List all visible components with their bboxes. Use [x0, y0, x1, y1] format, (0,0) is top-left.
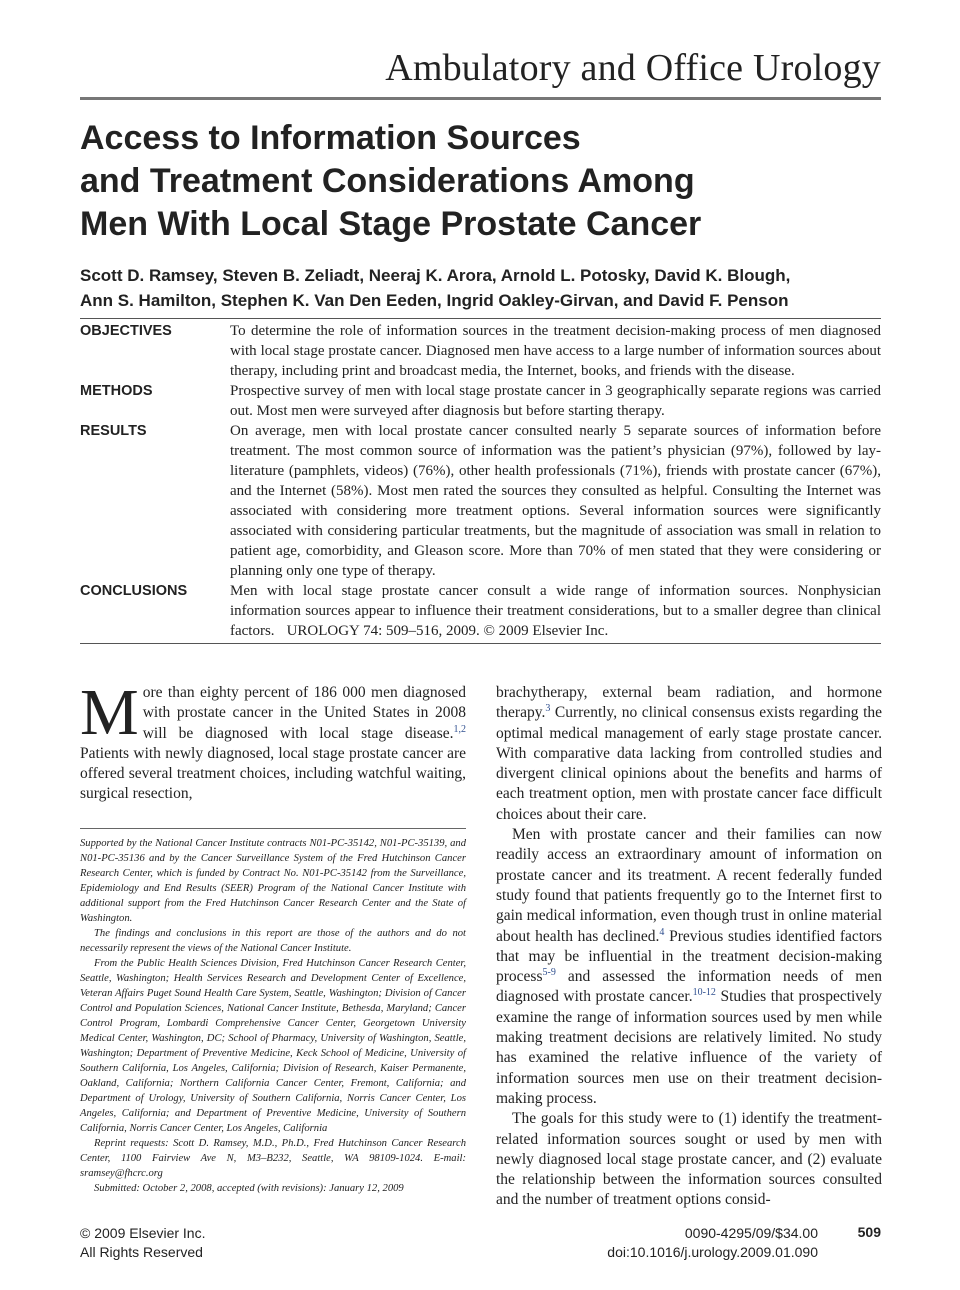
p2-text-a: Men with prostate cancer and their families can now readily access an extraordinary amount of information on prostate cancer and its treatment. A recent federally funded study found that patients frequently go to the Internet first to gain medical information, even though trust in online material about health has declined.	[496, 826, 882, 945]
methods-text: Prospective survey of men with local stage prostate cancer in 3 geographically separate regions was carried out. Most men were surveyed after diagnosis but before starting therapy.	[230, 383, 881, 419]
abstract-conclusions	[80, 581, 881, 641]
footnote-reprint: Reprint requests: Scott D. Ramsey, M.D., Ph.D., Fred Hutchinson Cancer Research Center, 1100 Fairview Ave N, M3–B232, Seattle, WA 98109-1024. E-mail: sramsey@fhcrc.org	[80, 1138, 466, 1179]
intro-text-d: Currently, no clinical consensus exists regarding the optimal medical management of early stage prostate cancer. With comparative data lacking from controlled studies and divergent clinical opinions about the benefits and harms of each treatment option, men with prostate cancer face difficult choices about their care.	[496, 704, 882, 823]
conclusions-text	[230, 581, 881, 641]
paragraph-2	[496, 825, 882, 1109]
reference-link-4[interactable]: 4	[659, 926, 665, 938]
conclusions-label: CONCLUSIONS	[80, 583, 188, 599]
intro-paragraph-continued	[496, 683, 882, 825]
title-line-3: Men With Local Stage Prostate Cancer	[80, 205, 702, 243]
footer-copyright	[80, 1224, 206, 1262]
author-line-2: Ann S. Hamilton, Stephen K. Van Den Eeden, Ingrid Oakley-Girvan, and David F. Penson	[80, 291, 789, 310]
p2-text-d: Studies that prospectively examine the range of information sources used by men while making treatment decisions are relatively limited. No study has examined the relative influence of the variety of information sources men use on their treatment decision-making process.	[496, 988, 882, 1107]
intro-paragraph-start	[80, 676, 466, 805]
author-list	[80, 263, 890, 313]
title-line-1: Access to Information Sources	[80, 119, 581, 157]
drop-cap: M	[80, 676, 139, 749]
citation: UROLOGY 74: 509–516, 2009. © 2009 Elsevier Inc.	[286, 623, 609, 639]
intro-text-a: ore than eighty percent of 186 000 men diagnosed with prostate cancer in the United States in 2008 will be diagnosed with local stage disease.	[142, 684, 466, 742]
objectives-text: To determine the role of information sources in the treatment decision-making process of men diagnosed with local stage prostate cancer. Diagnosed men have access to a large number of information sources about therapy, including print and broadcast media, the Internet, books, and friends with the disease.	[230, 323, 881, 379]
intro-text-b: Patients with newly diagnosed, local stage prostate cancer are offered several treatment choices, including watchful waiting, surgical resection,	[80, 744, 466, 803]
footnote-submitted: Submitted: October 2, 2008, accepted (with revisions): January 12, 2009	[94, 1183, 404, 1194]
article-title	[80, 117, 880, 246]
footnote-affiliations: From the Public Health Sciences Division, Fred Hutchinson Cancer Research Center, Seattle, Washington; Health Services Research and Development Center of Excellence, Veteran Affairs Puget Sound Health Care System, Seattle, Washington; Division of Cancer Control and Population Sciences, National Cancer Institute, Bethesda, Maryland; Cancer Control Program, Lombardi Comprehensive Cancer Center, Georgetown University Medical Center, Washington, DC; School of Pharmacy, University of Washington, Seattle, Washington; Department of Preventive Medicine, Keck School of Medicine, University of Southern California, Los Angeles, California; Division of Research, Kaiser Permanente, Oakland, California; Northern California Cancer Center, Fremont, California; and Department of Urology, University of Southern California, Norris Cancer Center, Los Angeles, California; and Department of Preventive Medicine, University of Southern California, Norris Cancer Center, Los Angeles, California	[80, 958, 466, 1134]
reference-link-5-9[interactable]: 5-9	[542, 967, 556, 978]
abstract-results	[80, 421, 881, 581]
abstract-objectives	[80, 321, 881, 381]
results-text: On average, men with local prostate cancer consulted nearly 5 separate sources of information before treatment. The most common source of information was the patient’s physician (97%), followed by lay-literature (pamphlets, videos) (76%), other health professionals (71%), friends with prostate cancer (67%), and the Internet (58%). Most men rated the sources they consulted as helpful. Consulting the Internet was associated with considering more treatment options. Several information sources were significantly associated with considering particular treatments, but the magnitude of association was small in relation to patient age, comorbidity, and Gleason score. More than 70% of men stated that they were considering or planning only one type of therapy.	[230, 423, 881, 579]
footnote-support: Supported by the National Cancer Institute contracts N01-PC-35142, N01-PC-35139, and N01-PC-35136 and by the Cancer Surveillance System of the Fred Hutchinson Cancer Research Center, which is funded by Contract No. N01-PC-35142 from the Surveillance, Epidemiology and End Results (SEER) Program of the National Cancer Institute with additional support from the Fred Hutchinson Cancer Research Center and the State of Washington.	[80, 838, 466, 924]
footnotes	[80, 828, 466, 1196]
rights-text: All Rights Reserved	[80, 1244, 203, 1260]
doi-link[interactable]: doi:10.1016/j.urology.2009.01.090	[607, 1244, 818, 1260]
page-number: 509	[857, 1224, 881, 1240]
paragraph-3: The goals for this study were to (1) identify the treatment-related information sources sought or used by men with newly diagnosed local stage prostate cancer, and (2) evaluate the relationship between the information sources consulted and the number of treatment options consid-	[496, 1110, 882, 1209]
p2-text-c: and assessed the information needs of men diagnosed with prostate cancer.	[496, 968, 882, 1006]
results-label: RESULTS	[80, 423, 147, 439]
p2-text-b: Previous studies identified factors that may be influential in the treatment decision-making process	[496, 927, 882, 986]
body-column-left	[80, 676, 466, 805]
conclusions-body: Men with local stage prostate cancer consult a wide range of information sources. Nonphysician information sources appear to influence their treatment considerations, but to a smaller degree than clinical factors.	[230, 583, 881, 639]
title-line-2: and Treatment Considerations Among	[80, 162, 695, 200]
objectives-label: OBJECTIVES	[80, 323, 172, 339]
abstract-methods	[80, 381, 881, 421]
copyright-text: © 2009 Elsevier Inc.	[80, 1225, 206, 1241]
body-column-right	[496, 683, 882, 1211]
reference-link-3[interactable]: 3	[545, 703, 551, 715]
footer-identifiers	[607, 1224, 818, 1262]
issn-text: 0090-4295/09/$34.00	[684, 1225, 818, 1241]
abstract	[80, 318, 881, 644]
author-line-1: Scott D. Ramsey, Steven B. Zeliadt, Neeraj K. Arora, Arnold L. Potosky, David K. Blough,	[80, 266, 791, 285]
footnote-disclaimer: The findings and conclusions in this report are those of the authors and do not necessarily represent the views of the National Cancer Institute.	[80, 928, 466, 954]
reference-link-10-12[interactable]: 10-12	[692, 987, 716, 999]
methods-label: METHODS	[80, 383, 153, 399]
intro-text-c: brachytherapy, external beam radiation, and hormone therapy.	[496, 684, 882, 722]
journal-section-title: Ambulatory and Office Urology	[385, 47, 881, 89]
reference-link-1-2[interactable]: 1,2	[453, 723, 466, 735]
header-divider	[80, 97, 881, 100]
